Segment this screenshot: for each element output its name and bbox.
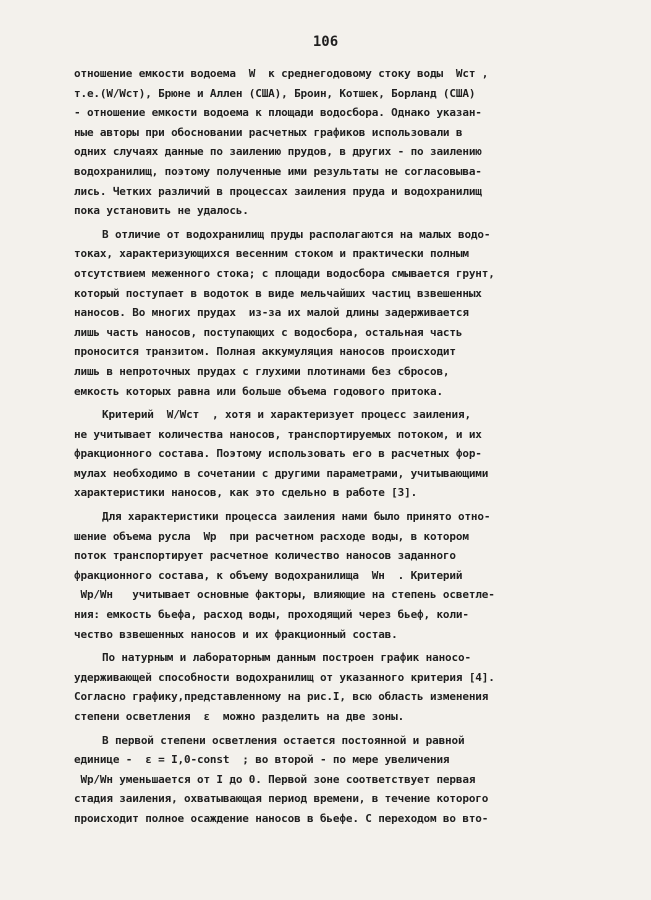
text-line: ные авторы при обосновании расчетных графиков использовали в xyxy=(74,125,463,139)
text-line: степени осветления ε можно разделить на две зоны. xyxy=(74,710,405,723)
text-line: лишь часть наносов, поступающих с водосбора, остальная часть xyxy=(74,325,463,339)
text-line: одних случаях данные по заилению прудов, в других - по заилению xyxy=(74,145,482,159)
text-line: фракционного состава. Поэтому использовать его в расчетных фор- xyxy=(74,447,482,461)
text-line: стадия заиления, охватывающая период времени, в течение которого xyxy=(74,792,489,806)
text-line: - отношение емкости водоема к площади водосбора. Однако указан- xyxy=(74,106,482,120)
page-number: 106 xyxy=(312,34,339,50)
text-line: емкость которых равна или больше объема годового притока. xyxy=(74,384,443,398)
body-text xyxy=(74,64,602,829)
text-line: В отличие от водохранилищ пруды располагаются на малых водо- xyxy=(102,227,491,241)
text-line: поток транспортирует расчетное количество наносов заданного xyxy=(74,549,456,563)
text-line: т.е.(W/Wст), Брюне и Аллен (США), Броин, Котшек, Борланд (США) xyxy=(74,86,476,100)
text-line: В первой степени осветления остается постоянной и равной xyxy=(102,733,465,747)
text-line: удерживающей способности водохранилищ от указанного критерия [4]. xyxy=(74,670,495,684)
text-line: Wр/Wн уменьшается от I до 0. Первой зоне соответствует первая xyxy=(74,772,476,786)
text-line: мулах необходимо в сочетании с другими параметрами, учитывающими xyxy=(74,466,489,480)
text-line: Для характеристики процесса заиления нами было принято отно- xyxy=(102,510,491,524)
text-line: который поступает в водоток в виде мельчайших частиц взвешенных xyxy=(74,286,482,300)
text-line: Согласно графику,представленному на рис.I, всю область изменения xyxy=(74,690,489,704)
text-line: не учитывает количества наносов, транспортируемых потоком, и их xyxy=(74,427,482,441)
text-line: единице - ε = I,0-const ; во второй - по мере увеличения xyxy=(74,753,450,767)
text-line: наносов. Во многих прудах из-за их малой длины задерживается xyxy=(74,306,469,320)
text-line: токах, характеризующихся весенним стоком и практически полным xyxy=(74,247,469,261)
text-line: характеристики наносов, как это сдельно в работе [3]. xyxy=(74,486,418,500)
text-line: отношение емкости водоема W к среднегодовому стоку воды Wст , xyxy=(74,67,489,80)
text-line: чество взвешенных наносов и их фракционный состав. xyxy=(74,627,398,641)
text-line: По натурным и лабораторным данным построен график наносо- xyxy=(102,651,471,665)
text-line: водохранилищ, поэтому полученные ими результаты не согласовыва- xyxy=(74,164,482,178)
text-line: пока установить не удалось. xyxy=(74,204,249,218)
text-line: Wр/Wн учитывает основные факторы, влияющие на степень осветле- xyxy=(74,588,495,602)
text-line: ния: емкость бьефа, расход воды, проходящий через бьеф, коли- xyxy=(74,608,469,622)
text-line: происходит полное осаждение наносов в бьефе. С переходом во вто- xyxy=(74,811,489,825)
text-line: проносится транзитом. Полная аккумуляция наносов происходит xyxy=(74,345,456,359)
text-line: Критерий W/Wст , хотя и характеризует процесс заиления, xyxy=(102,408,471,422)
text-line: отсутствием меженного стока; с площади водосбора смывается грунт, xyxy=(74,266,495,280)
text-line: лишь в непроточных прудах с глухими плотинами без сбросов, xyxy=(74,364,450,378)
text-line: лись. Четких различий в процессах заиления пруда и водохранилищ xyxy=(74,184,482,198)
text-line: фракционного состава, к объему водохранилища Wн . Критерий xyxy=(74,568,463,582)
text-line: шение объема русла Wр при расчетном расходе воды, в котором xyxy=(74,529,469,543)
